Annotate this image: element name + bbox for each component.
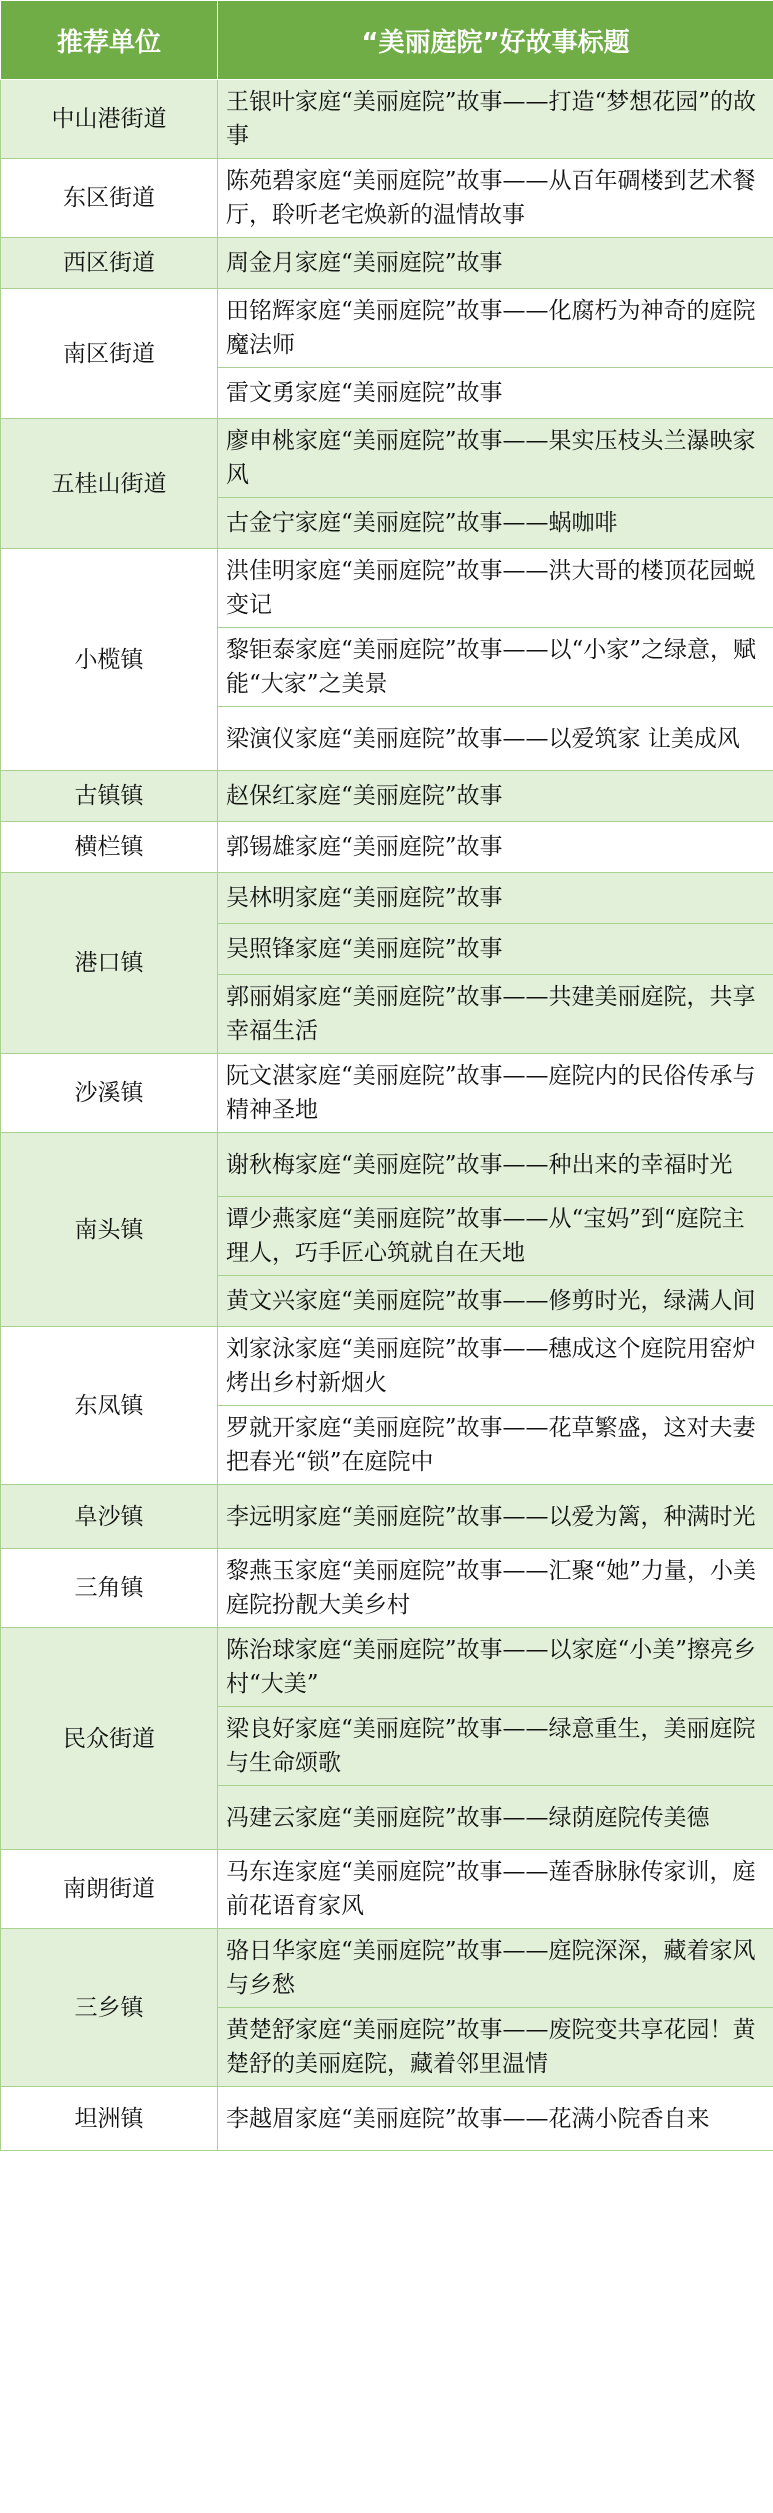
story-title-cell: 赵保红家庭“美丽庭院”故事 xyxy=(218,771,773,822)
table-row xyxy=(1,1628,773,1707)
unit-cell: 沙溪镇 xyxy=(1,1054,218,1133)
table-row xyxy=(1,822,773,873)
unit-cell: 横栏镇 xyxy=(1,822,218,873)
table-row xyxy=(1,1850,773,1929)
unit-cell: 小榄镇 xyxy=(1,549,218,771)
unit-cell: 三乡镇 xyxy=(1,1929,218,2087)
story-title-cell: 黄楚舒家庭“美丽庭院”故事——废院变共享花园！黄楚舒的美丽庭院，藏着邻里温情 xyxy=(218,2008,773,2087)
table-row xyxy=(1,1133,773,1197)
unit-cell: 南头镇 xyxy=(1,1133,218,1327)
unit-cell: 中山港街道 xyxy=(1,80,218,159)
table-row xyxy=(1,1929,773,2008)
table-row xyxy=(1,2087,773,2151)
story-title-cell: 黎燕玉家庭“美丽庭院”故事——汇聚“她”力量，小美庭院扮靓大美乡村 xyxy=(218,1549,773,1628)
story-title-cell: 骆日华家庭“美丽庭院”故事——庭院深深，藏着家风与乡愁 xyxy=(218,1929,773,2008)
story-title-cell: 罗就开家庭“美丽庭院”故事——花草繁盛，这对夫妻把春光“锁”在庭院中 xyxy=(218,1406,773,1485)
unit-cell: 港口镇 xyxy=(1,873,218,1054)
story-title-cell: 陈治球家庭“美丽庭院”故事——以家庭“小美”擦亮乡村“大美” xyxy=(218,1628,773,1707)
story-title-cell: 周金月家庭“美丽庭院”故事 xyxy=(218,238,773,289)
story-title-cell: 梁良好家庭“美丽庭院”故事——绿意重生，美丽庭院与生命颂歌 xyxy=(218,1707,773,1786)
story-title-cell: 古金宁家庭“美丽庭院”故事——蜗咖啡 xyxy=(218,498,773,549)
table-row xyxy=(1,771,773,822)
story-title-cell: 马东连家庭“美丽庭院”故事——莲香脉脉传家训，庭前花语育家风 xyxy=(218,1850,773,1929)
story-title-cell: 吴照锋家庭“美丽庭院”故事 xyxy=(218,924,773,975)
story-title-cell: 谢秋梅家庭“美丽庭院”故事——种出来的幸福时光 xyxy=(218,1133,773,1197)
story-title-cell: 廖申桃家庭“美丽庭院”故事——果实压枝头兰瀑映家风 xyxy=(218,419,773,498)
table-row xyxy=(1,159,773,238)
table-row xyxy=(1,873,773,924)
story-title-cell: 田铭辉家庭“美丽庭院”故事——化腐朽为神奇的庭院魔法师 xyxy=(218,289,773,368)
header-title: “美丽庭院”好故事标题 xyxy=(218,1,773,80)
story-title-cell: 郭锡雄家庭“美丽庭院”故事 xyxy=(218,822,773,873)
header-row xyxy=(1,1,773,80)
table-row xyxy=(1,289,773,368)
table-row xyxy=(1,1485,773,1549)
story-title-cell: 梁演仪家庭“美丽庭院”故事——以爱筑家 让美成风 xyxy=(218,707,773,771)
unit-cell: 东凤镇 xyxy=(1,1327,218,1485)
table-row xyxy=(1,1327,773,1406)
story-title-cell: 黎钜泰家庭“美丽庭院”故事——以“小家”之绿意，赋能“大家”之美景 xyxy=(218,628,773,707)
story-title-cell: 冯建云家庭“美丽庭院”故事——绿荫庭院传美德 xyxy=(218,1786,773,1850)
unit-cell: 民众街道 xyxy=(1,1628,218,1850)
unit-cell: 东区街道 xyxy=(1,159,218,238)
story-title-cell: 李远明家庭“美丽庭院”故事——以爱为篱，种满时光 xyxy=(218,1485,773,1549)
unit-cell: 五桂山街道 xyxy=(1,419,218,549)
table-row xyxy=(1,1054,773,1133)
unit-cell: 南区街道 xyxy=(1,289,218,419)
header-unit: 推荐单位 xyxy=(1,1,218,80)
story-title-cell: 谭少燕家庭“美丽庭院”故事——从“宝妈”到“庭院主理人，巧手匠心筑就自在天地 xyxy=(218,1197,773,1276)
story-title-cell: 王银叶家庭“美丽庭院”故事——打造“梦想花园”的故事 xyxy=(218,80,773,159)
table-body xyxy=(1,80,773,2151)
story-title-cell: 陈苑碧家庭“美丽庭院”故事——从百年碉楼到艺术餐厅，聆听老宅焕新的温情故事 xyxy=(218,159,773,238)
story-title-cell: 洪佳明家庭“美丽庭院”故事——洪大哥的楼顶花园蜕变记 xyxy=(218,549,773,628)
table-row xyxy=(1,1549,773,1628)
story-title-cell: 李越眉家庭“美丽庭院”故事——花满小院香自来 xyxy=(218,2087,773,2151)
story-title-cell: 阮文湛家庭“美丽庭院”故事——庭院内的民俗传承与精神圣地 xyxy=(218,1054,773,1133)
story-title-cell: 吴林明家庭“美丽庭院”故事 xyxy=(218,873,773,924)
table-row xyxy=(1,80,773,159)
unit-cell: 西区街道 xyxy=(1,238,218,289)
unit-cell: 三角镇 xyxy=(1,1549,218,1628)
unit-cell: 阜沙镇 xyxy=(1,1485,218,1549)
unit-cell: 坦洲镇 xyxy=(1,2087,218,2151)
story-title-cell: 雷文勇家庭“美丽庭院”故事 xyxy=(218,368,773,419)
table-row xyxy=(1,549,773,628)
story-title-cell: 刘家泳家庭“美丽庭院”故事——穗成这个庭院用窑炉烤出乡村新烟火 xyxy=(218,1327,773,1406)
table-row xyxy=(1,419,773,498)
unit-cell: 南朗街道 xyxy=(1,1850,218,1929)
unit-cell: 古镇镇 xyxy=(1,771,218,822)
story-title-cell: 黄文兴家庭“美丽庭院”故事——修剪时光，绿满人间 xyxy=(218,1276,773,1327)
story-title-cell: 郭丽娟家庭“美丽庭院”故事——共建美丽庭院，共享幸福生活 xyxy=(218,975,773,1054)
table-row xyxy=(1,238,773,289)
